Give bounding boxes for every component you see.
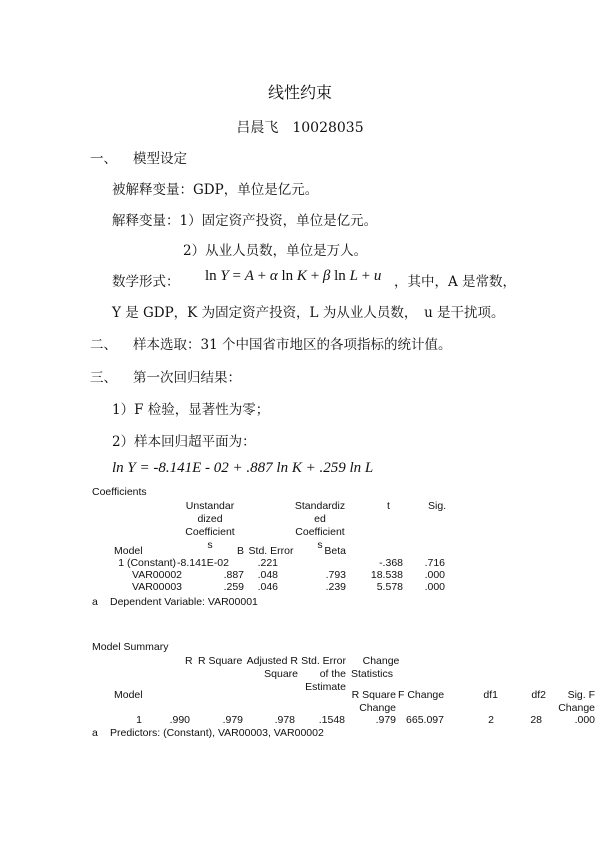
ms-header-change-statistics: Change Statistics [351,655,400,680]
ms-header-r-square-change: R Square Change [351,689,396,714]
coef-b: .887 [223,569,244,581]
coef-beta: .239 [325,581,346,593]
coef-header-std-error: Std. Error [248,545,294,557]
coef-se: .221 [257,557,278,569]
ms-header-r-square: R Square [198,655,243,667]
ms-footnote-marker: a [92,727,98,739]
model-summary-caption: Model Summary [92,641,169,653]
ms-header-adjusted-r: Adjusted R Square [246,655,298,680]
variable-description: Y 是 GDP，K 为固定资产投资，L 为从业人员数， u 是干扰项。 [112,305,505,321]
explanatory-variable-2: 2）从业人员数，单位是万人。 [183,243,368,259]
section-3-title: 第一次回归结果： [133,370,241,386]
coef-b: -8.141E-02 [177,557,229,569]
ms-df1: 2 [488,714,494,726]
ms-header-f-change: F Change [398,689,445,701]
ms-header-r: R [185,655,193,667]
coef-header-standardized: Standardiz ed Coefficient s [294,500,346,551]
ms-adjusted-r: .978 [274,714,295,726]
coefficients-caption: Coefficients [92,486,147,498]
coef-b: .259 [223,581,244,593]
ms-header-std-error: Std. Error of the Estimate [301,655,346,693]
model-equation: ln Y = A + α ln K + β ln L + u [205,268,382,284]
coef-header-unstandardized: Unstandar dized Coefficient s [185,500,235,551]
document-author: 吕晨飞 10028035 [236,120,364,136]
coef-footnote: Dependent Variable: VAR00001 [110,596,258,608]
section-3-number: 三、 [90,370,117,386]
ms-r-square-change: .979 [375,714,396,726]
coef-header-sig: Sig. [428,500,447,512]
ms-header-sig-f-change: Sig. F Change [558,689,595,714]
section-2-number: 二、 [90,337,117,353]
math-form-label: 数学形式： [112,274,180,290]
ms-r: .990 [169,714,190,726]
coef-model: VAR00002 [131,569,182,581]
ms-df2: 28 [530,714,542,726]
ms-footnote: Predictors: (Constant), VAR00003, VAR00002 [110,727,324,739]
regression-label: 2）样本回归超平面为： [112,434,256,450]
coef-t: 18.538 [370,569,403,581]
ms-std-error: .1548 [318,714,345,726]
document-title: 线性约束 [267,83,332,102]
coef-model: VAR00003 [131,581,182,593]
coef-header-t: t [387,500,390,512]
ms-sig-f-change: .000 [574,714,595,726]
ms-r-square: .979 [222,714,243,726]
explanatory-variable-1: 解释变量：1）固定资产投资，单位是亿元。 [112,213,378,229]
coef-header-model: Model [114,545,143,557]
section-1-number: 一、 [90,151,117,167]
math-form-tail: ，其中，A 是常数， [394,274,517,290]
dependent-variable-text: 被解释变量：GDP，单位是亿元。 [112,182,319,198]
coef-sig: .000 [424,581,445,593]
coef-se: .046 [257,581,278,593]
coef-se: .048 [257,569,278,581]
section-2-text: 样本选取：31 个中国省市地区的各项指标的统计值。 [133,337,452,353]
section-1-title: 模型设定 [133,151,187,167]
ms-f-change: 665.097 [406,714,444,726]
coef-t: -.368 [379,557,403,569]
coef-model: 1 (Constant) [118,557,176,569]
coef-footnote-marker: a [92,596,98,608]
coef-t: 5.578 [376,581,403,593]
ms-header-model: Model [114,689,143,701]
ms-header-df1: df1 [483,689,498,701]
coef-sig: .000 [424,569,445,581]
f-test-text: 1）F 检验，显著性为零； [112,402,270,418]
ms-model: 1 [136,714,142,726]
coef-sig: .716 [424,557,445,569]
regression-equation: ln Y = -8.141E - 02 + .887 ln K + .259 ln L [112,460,374,476]
coef-beta: .793 [325,569,346,581]
ms-header-df2: df2 [531,689,546,701]
coef-header-b: B [236,545,244,557]
coef-header-beta: Beta [324,545,346,557]
